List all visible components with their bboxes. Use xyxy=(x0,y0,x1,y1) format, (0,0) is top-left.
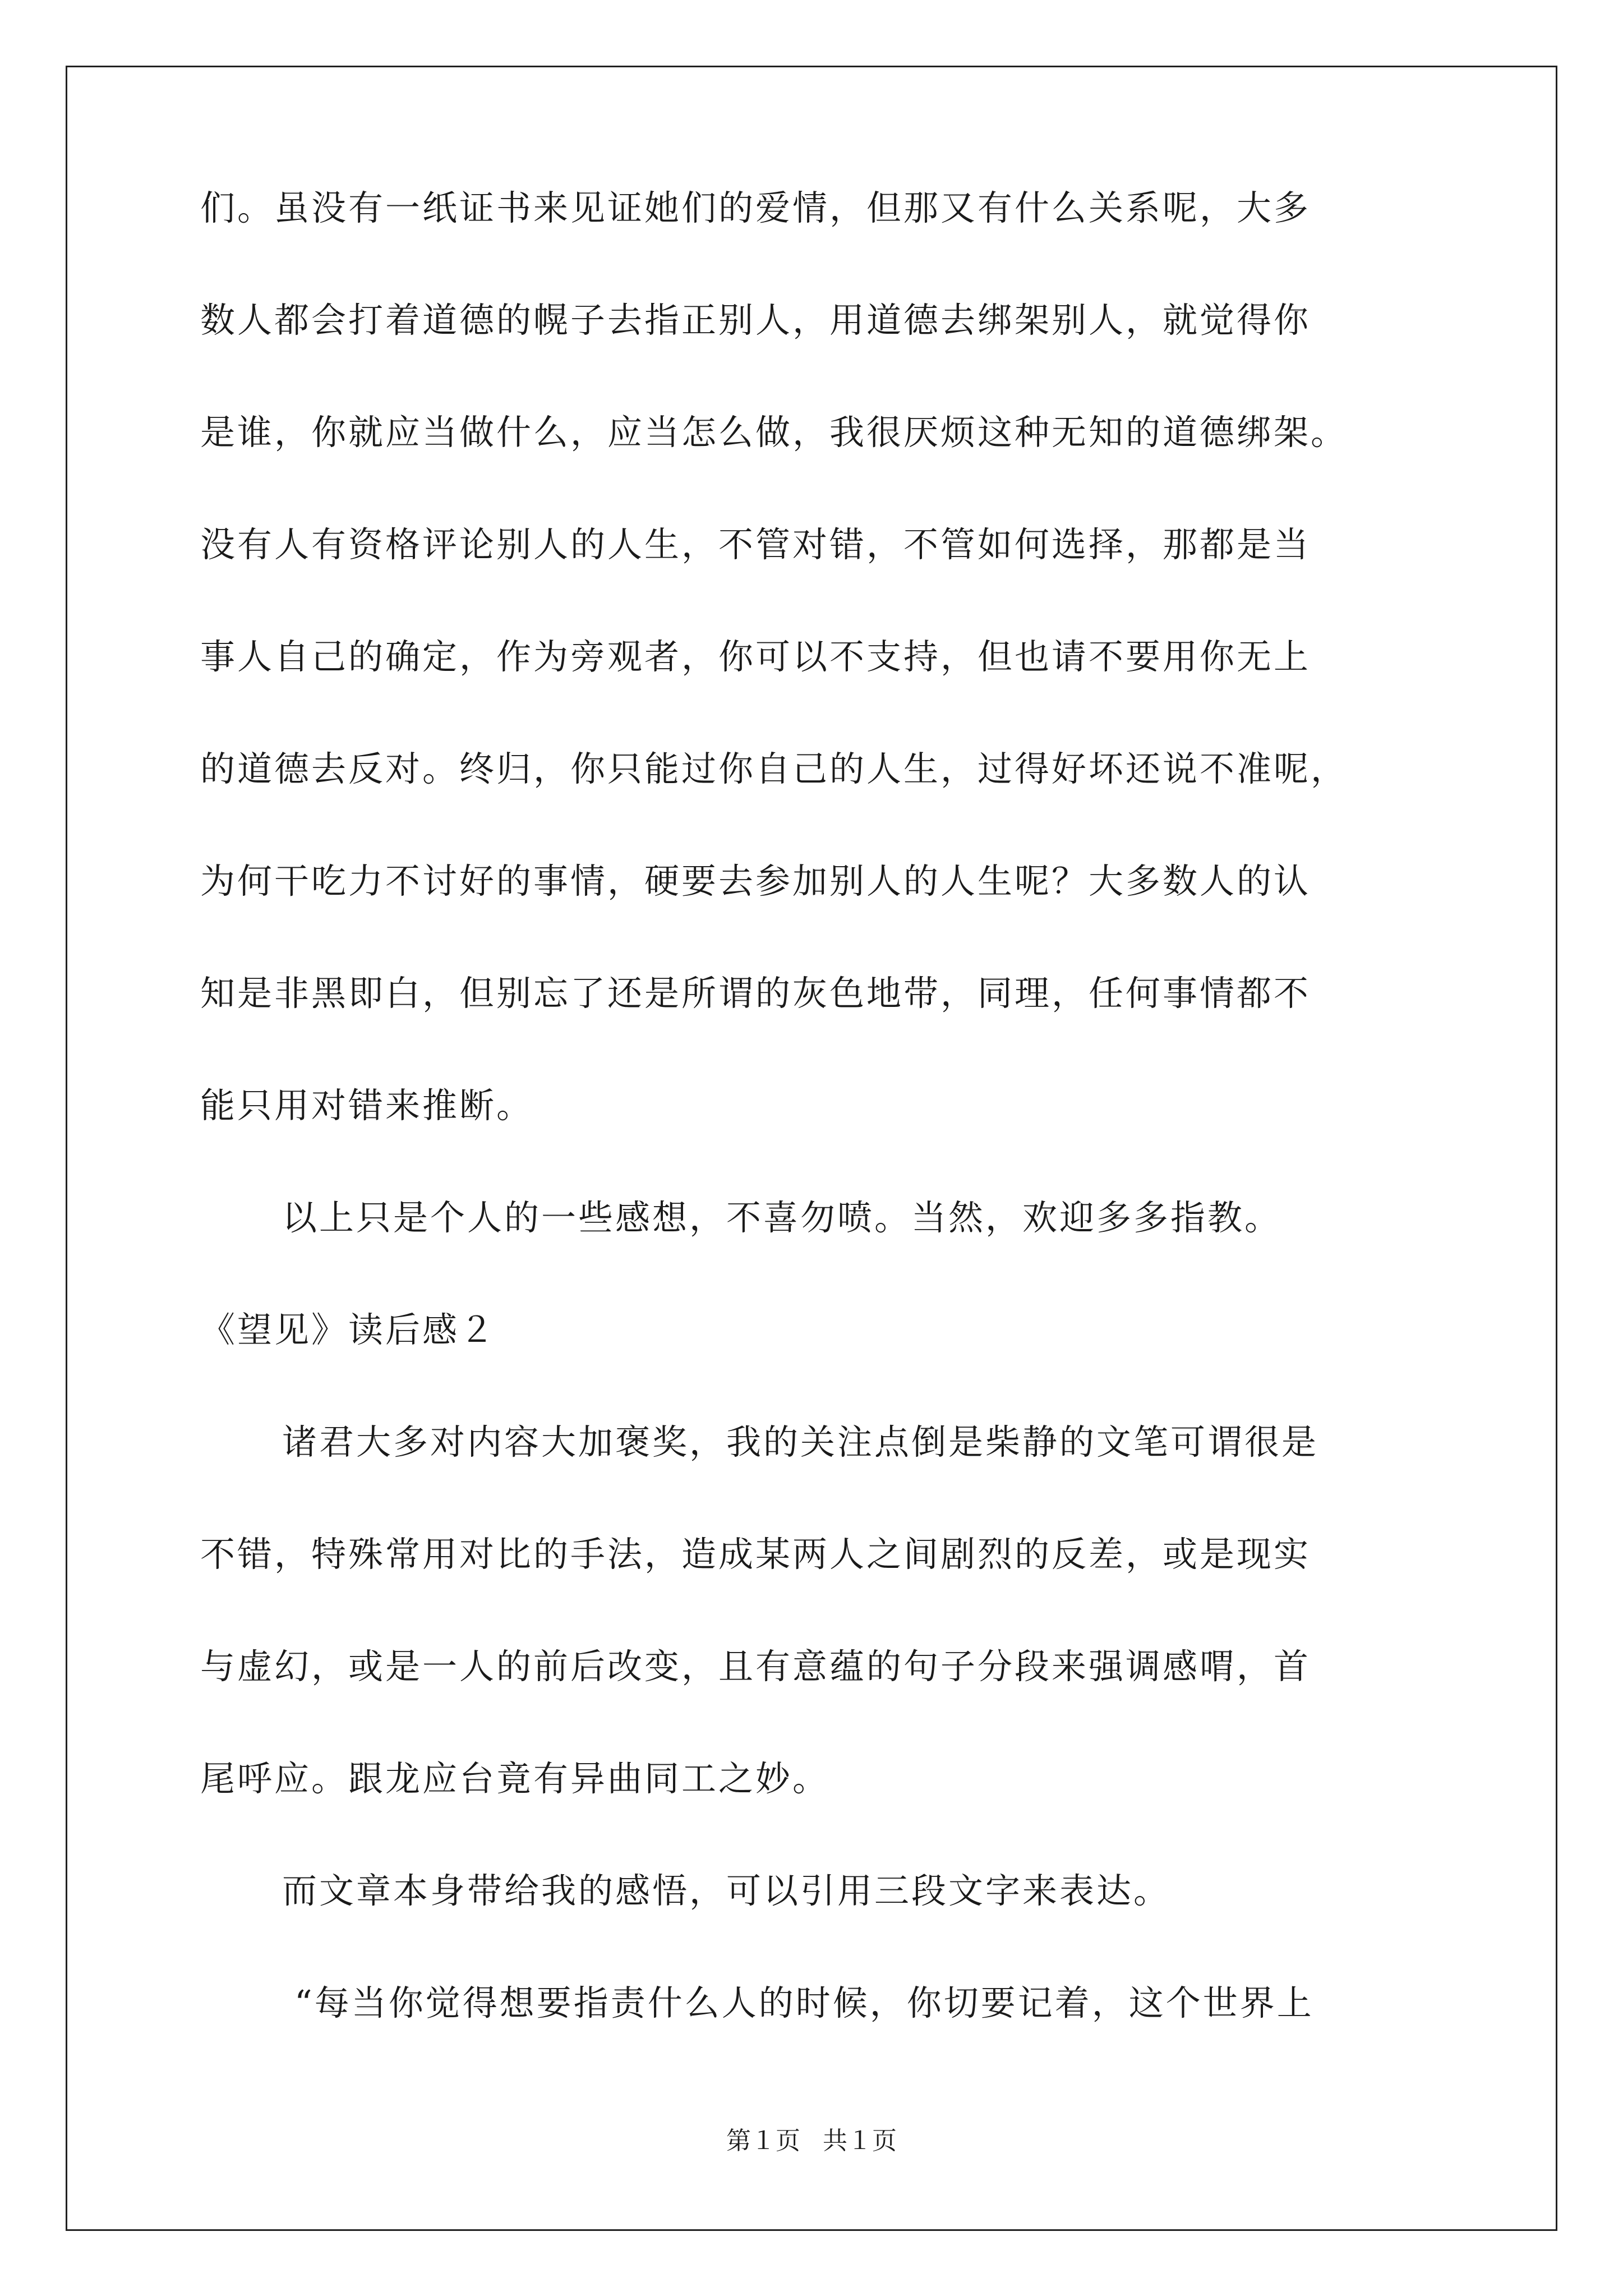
text-line: 数人都会打着道德的幌子去指正别人，用道德去绑架别人，就觉得你 xyxy=(200,300,1311,341)
paragraph-line: 诸君大多对内容大加褒奖，我的关注点倒是柴静的文笔可谓很是 xyxy=(282,1421,1319,1462)
text-line: 能只用对错来推断。 xyxy=(200,1085,534,1126)
text-line: 知是非黑即白，但别忘了还是所谓的灰色地带，同理，任何事情都不 xyxy=(200,973,1311,1014)
document-body xyxy=(200,187,1434,2098)
text-line: 的道德去反对。终归，你只能过你自己的人生，过得好坏还说不准呢， xyxy=(200,748,1348,789)
text-line: 不错，特殊常用对比的手法，造成某两人之间剧烈的反差，或是现实 xyxy=(200,1534,1311,1575)
page-number: 第１页 xyxy=(726,2127,800,2155)
text-line: 是谁，你就应当做什么，应当怎么做，我很厌烦这种无知的道德绑架。 xyxy=(200,412,1348,453)
text-line: 没有人有资格评论别人的人生，不管对错，不管如何选择，那都是当 xyxy=(200,524,1311,565)
section-heading: 《望见》读后感２ xyxy=(200,1309,497,1350)
text-line: 们。虽没有一纸证书来见证她们的爱情，但那又有什么关系呢，大多 xyxy=(200,187,1311,228)
quote-line: “每当你觉得想要指责什么人的时候，你切要记着，这个世界上 xyxy=(294,1982,1314,2023)
paragraph-line: 而文章本身带给我的感悟，可以引用三段文字来表达。 xyxy=(282,1870,1171,1911)
text-line: 事人自己的确定，作为旁观者，你可以不支持，但也请不要用你无上 xyxy=(200,636,1311,677)
page-footer xyxy=(0,2129,1623,2154)
page-total: 共１页 xyxy=(823,2127,897,2155)
text-line: 尾呼应。跟龙应台竟有异曲同工之妙。 xyxy=(200,1758,830,1799)
text-line: 与虚幻，或是一人的前后改变，且有意蕴的句子分段来强调感喟，首 xyxy=(200,1646,1311,1687)
text-line: 为何干吃力不讨好的事情，硬要去参加别人的人生呢？大多数人的认 xyxy=(200,861,1311,901)
paragraph-line: 以上只是个人的一些感想，不喜勿喷。当然，欢迎多多指教。 xyxy=(282,1197,1282,1238)
